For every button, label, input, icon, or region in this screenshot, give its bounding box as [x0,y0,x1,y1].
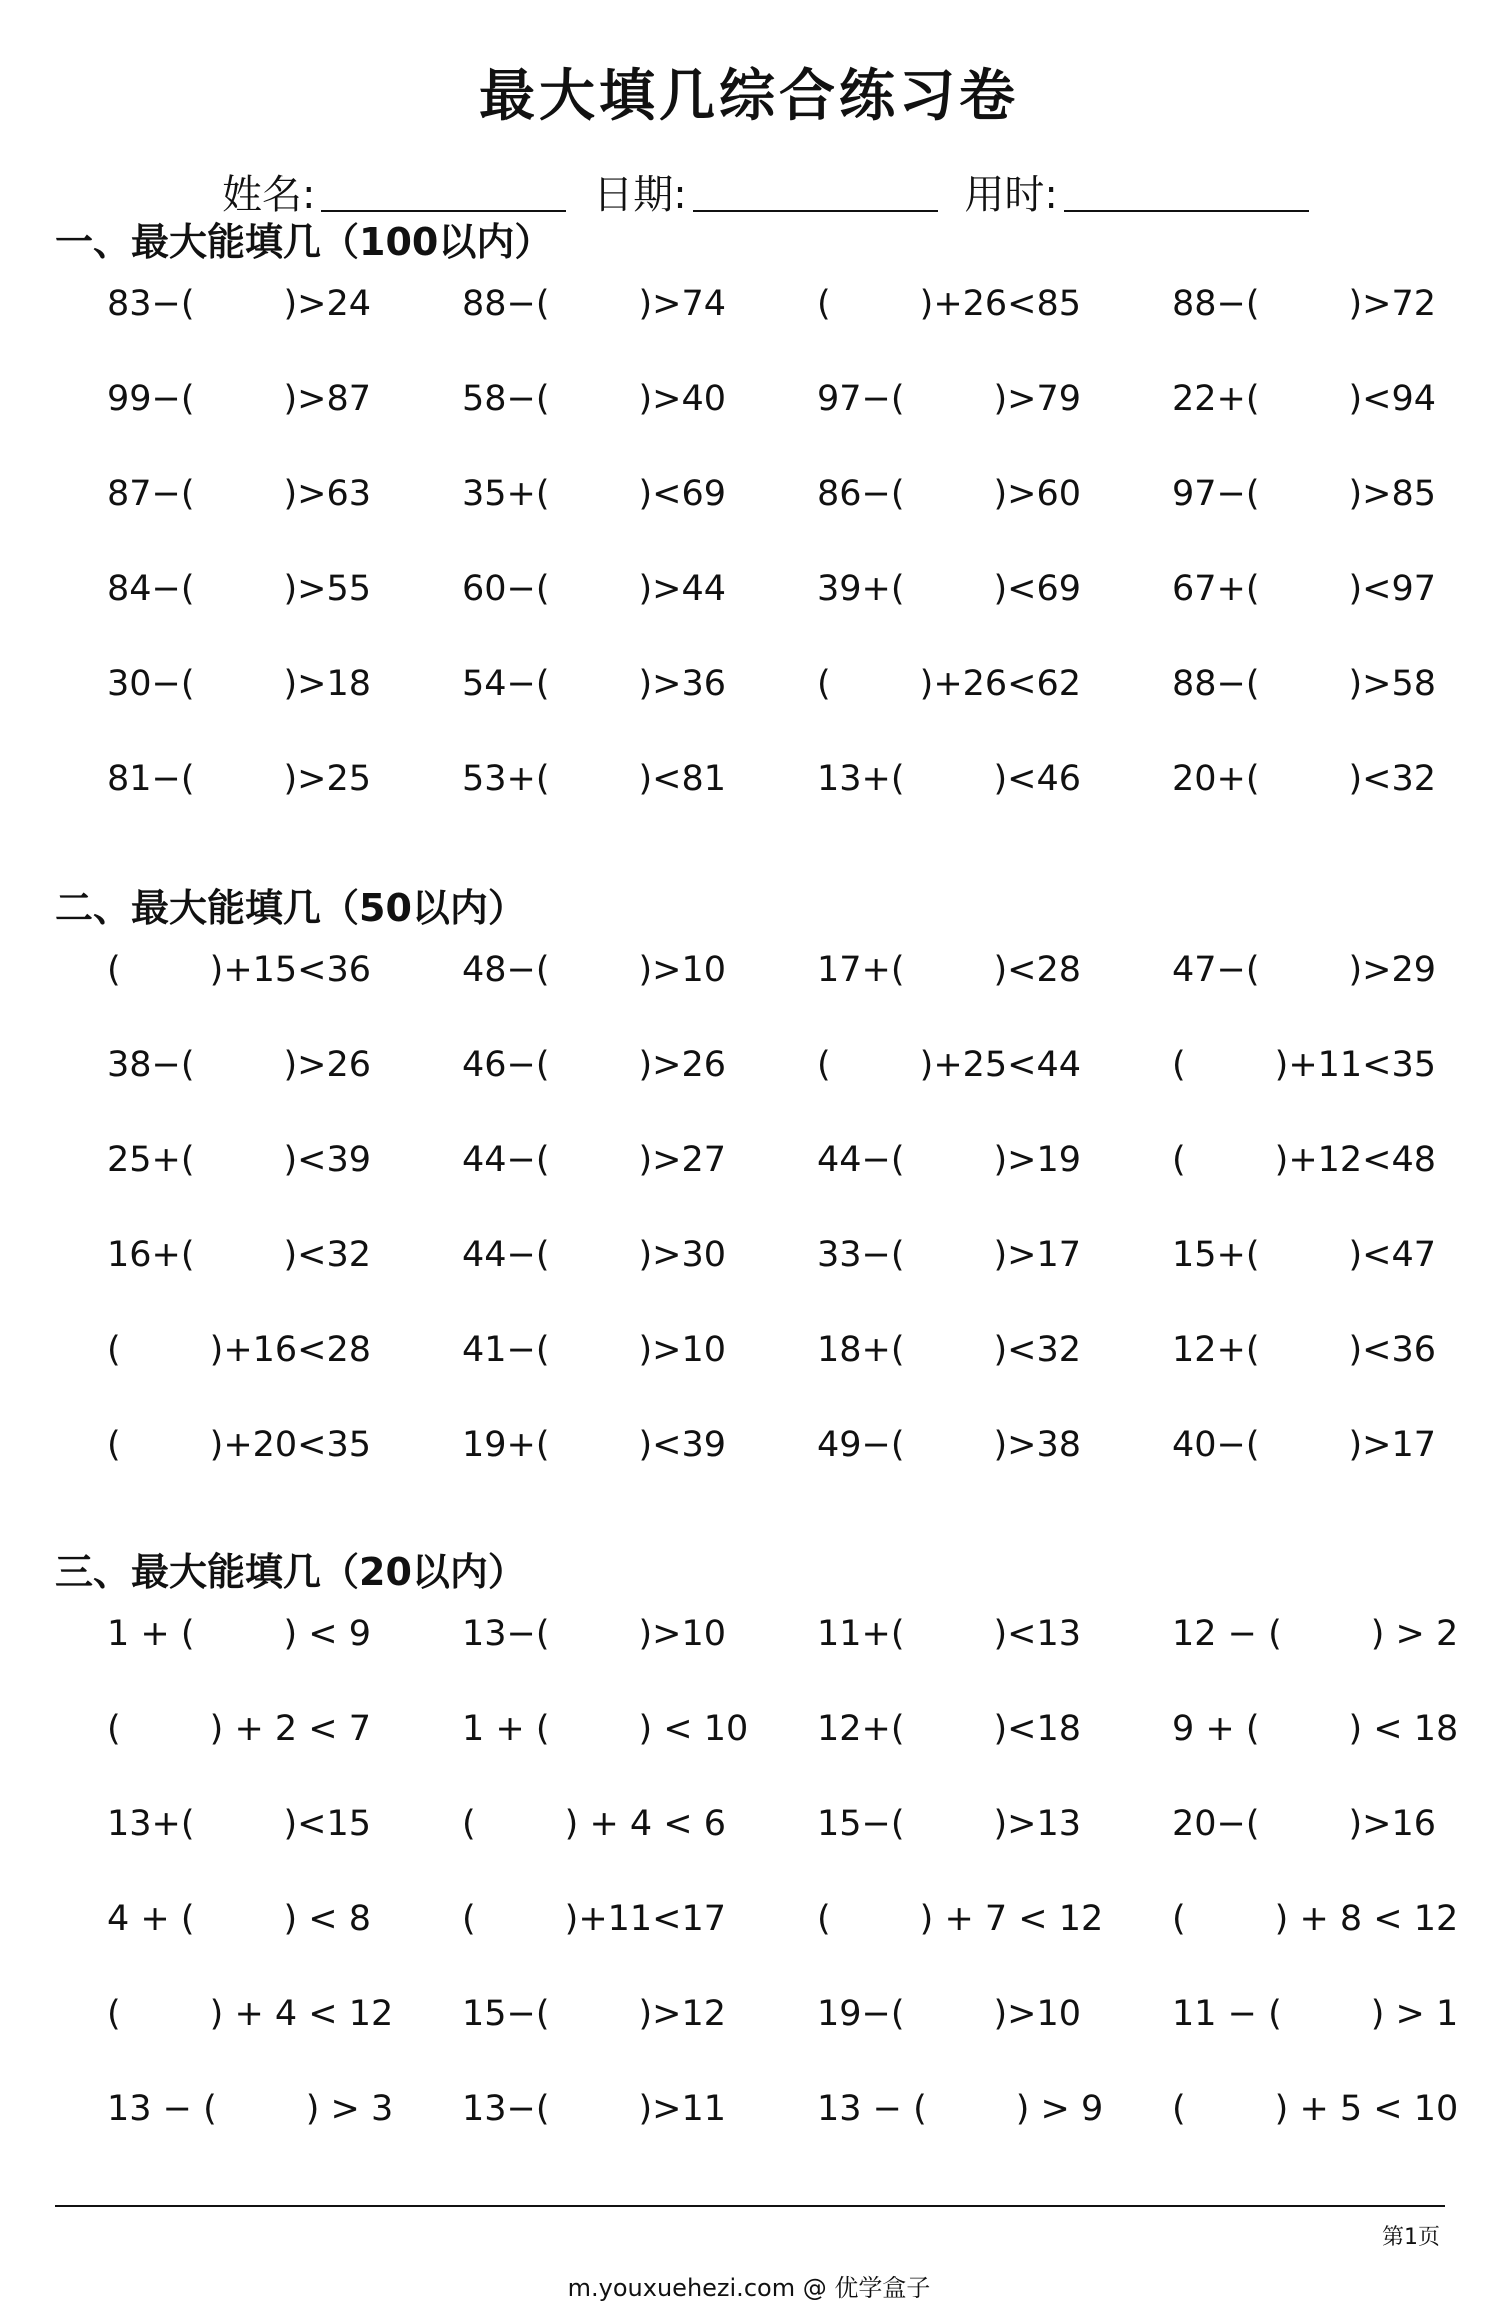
section-title: 二、最大能填几（50以内） [55,886,526,930]
name-blank[interactable] [321,176,566,212]
problem-item[interactable]: 44−( )>27 [462,1140,727,1180]
problem-row [55,1325,1455,1375]
problem-item[interactable]: ( ) + 8 < 12 [1172,1899,1459,1939]
problem-item[interactable]: 35+( )<69 [462,474,727,514]
problem-row [55,2084,1459,2134]
time-blank[interactable] [1064,176,1309,212]
problem-item[interactable]: 88−( )>72 [1172,284,1437,324]
problem-item[interactable]: 13+( )<15 [107,1804,372,1844]
problem-item[interactable]: 44−( )>19 [817,1140,1082,1180]
problem-item[interactable]: 13+( )<46 [817,759,1082,799]
problem-item[interactable]: 49−( )>38 [817,1425,1082,1465]
problem-row [55,945,1455,995]
problem-row [55,1989,1459,2039]
problem-row [55,1894,1459,1944]
date-blank[interactable] [693,176,938,212]
problem-item[interactable]: 54−( )>36 [462,664,727,704]
problem-item[interactable]: 48−( )>10 [462,950,727,990]
problem-item[interactable]: 17+( )<28 [817,950,1082,990]
problem-item[interactable]: ( ) + 4 < 12 [107,1994,394,2034]
problem-item[interactable]: 40−( )>17 [1172,1425,1437,1465]
problem-item[interactable]: 41−( )>10 [462,1330,727,1370]
section-50 [55,883,1455,1515]
problem-item[interactable]: ( )+26<62 [817,664,1082,704]
problem-item[interactable]: 44−( )>30 [462,1235,727,1275]
problem-grid [55,945,1455,1515]
problem-item[interactable]: 19−( )>10 [817,1994,1082,2034]
problem-item[interactable]: 20+( )<32 [1172,759,1437,799]
date-label: 日期: [593,172,687,218]
problem-item[interactable]: ( ) + 2 < 7 [107,1709,372,1749]
problem-row [55,1040,1455,1090]
problem-item[interactable]: 38−( )>26 [107,1045,372,1085]
problem-item[interactable]: 11+( )<13 [817,1614,1082,1654]
problem-item[interactable]: ( ) + 4 < 6 [462,1804,727,1844]
problem-item[interactable]: 60−( )>44 [462,569,727,609]
problem-item[interactable]: ( )+15<36 [107,950,372,990]
problem-row [55,1799,1455,1849]
problem-item[interactable]: 88−( )>74 [462,284,727,324]
problem-row [55,279,1455,329]
problem-item[interactable]: 12+( )<18 [817,1709,1082,1749]
problem-row [55,1230,1455,1280]
problem-item[interactable]: 30−( )>18 [107,664,372,704]
problem-row [55,374,1455,424]
problem-item[interactable]: 25+( )<39 [107,1140,372,1180]
problem-item[interactable]: ( ) + 7 < 12 [817,1899,1104,1939]
page-number: 第1页 [1382,2225,1440,2250]
problem-item[interactable]: 13 − ( ) > 9 [817,2089,1104,2129]
problem-item[interactable]: 99−( )>87 [107,379,372,419]
problem-item[interactable]: 15−( )>12 [462,1994,727,2034]
problem-row [55,1420,1455,1470]
problem-row [55,564,1455,614]
problem-grid [55,279,1455,849]
student-info-line [222,163,1323,220]
page-title: 最大填几综合练习卷 [479,64,1019,129]
problem-item[interactable]: ( )+11<35 [1172,1045,1437,1085]
problem-row [55,1704,1459,1754]
problem-row [55,1135,1455,1185]
problem-item[interactable]: 13−( )>11 [462,2089,727,2129]
problem-item[interactable]: 13−( )>10 [462,1614,727,1654]
section-100 [55,217,1455,849]
footer-source: m.youxuehezi.com @ 优学盒子 [567,2274,931,2302]
footer-divider [55,2205,1445,2207]
problem-item[interactable]: 15+( )<47 [1172,1235,1437,1275]
problem-item[interactable]: 18+( )<32 [817,1330,1082,1370]
problem-item[interactable]: 1 + ( ) < 10 [462,1709,749,1749]
problem-item[interactable]: 53+( )<81 [462,759,727,799]
problem-item[interactable]: 12+( )<36 [1172,1330,1437,1370]
problem-item[interactable]: 88−( )>58 [1172,664,1437,704]
problem-item[interactable]: ( )+20<35 [107,1425,372,1465]
problem-item[interactable]: 15−( )>13 [817,1804,1082,1844]
problem-item[interactable]: 11 − ( ) > 1 [1172,1994,1459,2034]
problem-row [55,659,1455,709]
problem-item[interactable]: 83−( )>24 [107,284,372,324]
problem-item[interactable]: 13 − ( ) > 3 [107,2089,394,2129]
section-title: 三、最大能填几（20以内） [55,1550,526,1594]
problem-item[interactable]: 67+( )<97 [1172,569,1437,609]
section-20 [55,1547,1459,2179]
problem-item[interactable]: 20−( )>16 [1172,1804,1437,1844]
problem-item[interactable]: 81−( )>25 [107,759,372,799]
problem-item[interactable]: ( )+12<48 [1172,1140,1437,1180]
problem-row [55,1609,1459,1659]
problem-item[interactable]: 1 + ( ) < 9 [107,1614,372,1654]
problem-item[interactable]: 87−( )>63 [107,474,372,514]
problem-item[interactable]: ( )+16<28 [107,1330,372,1370]
problem-item[interactable]: ( )+11<17 [462,1899,727,1939]
problem-item[interactable]: 22+( )<94 [1172,379,1437,419]
name-label: 姓名: [222,172,316,218]
problem-item[interactable]: 97−( )>79 [817,379,1082,419]
problem-row [55,754,1455,804]
problem-item[interactable]: 39+( )<69 [817,569,1082,609]
problem-item[interactable]: 84−( )>55 [107,569,372,609]
problem-item[interactable]: 33−( )>17 [817,1235,1082,1275]
problem-item[interactable]: ( ) + 5 < 10 [1172,2089,1459,2129]
problem-row [55,469,1455,519]
problem-item[interactable]: 9 + ( ) < 18 [1172,1709,1459,1749]
problem-item[interactable]: 47−( )>29 [1172,950,1437,990]
problem-item[interactable]: 16+( )<32 [107,1235,372,1275]
problem-item[interactable]: ( )+25<44 [817,1045,1082,1085]
problem-item[interactable]: 46−( )>26 [462,1045,727,1085]
problem-item[interactable]: 86−( )>60 [817,474,1082,514]
section-title: 一、最大能填几（100以内） [55,220,553,264]
problem-item[interactable]: 4 + ( ) < 8 [107,1899,372,1939]
time-label: 用时: [964,172,1058,218]
problem-item[interactable]: 12 − ( ) > 2 [1172,1614,1459,1654]
problem-grid [55,1609,1459,2179]
problem-item[interactable]: ( )+26<85 [817,284,1082,324]
problem-item[interactable]: 19+( )<39 [462,1425,727,1465]
problem-item[interactable]: 58−( )>40 [462,379,727,419]
problem-item[interactable]: 97−( )>85 [1172,474,1437,514]
